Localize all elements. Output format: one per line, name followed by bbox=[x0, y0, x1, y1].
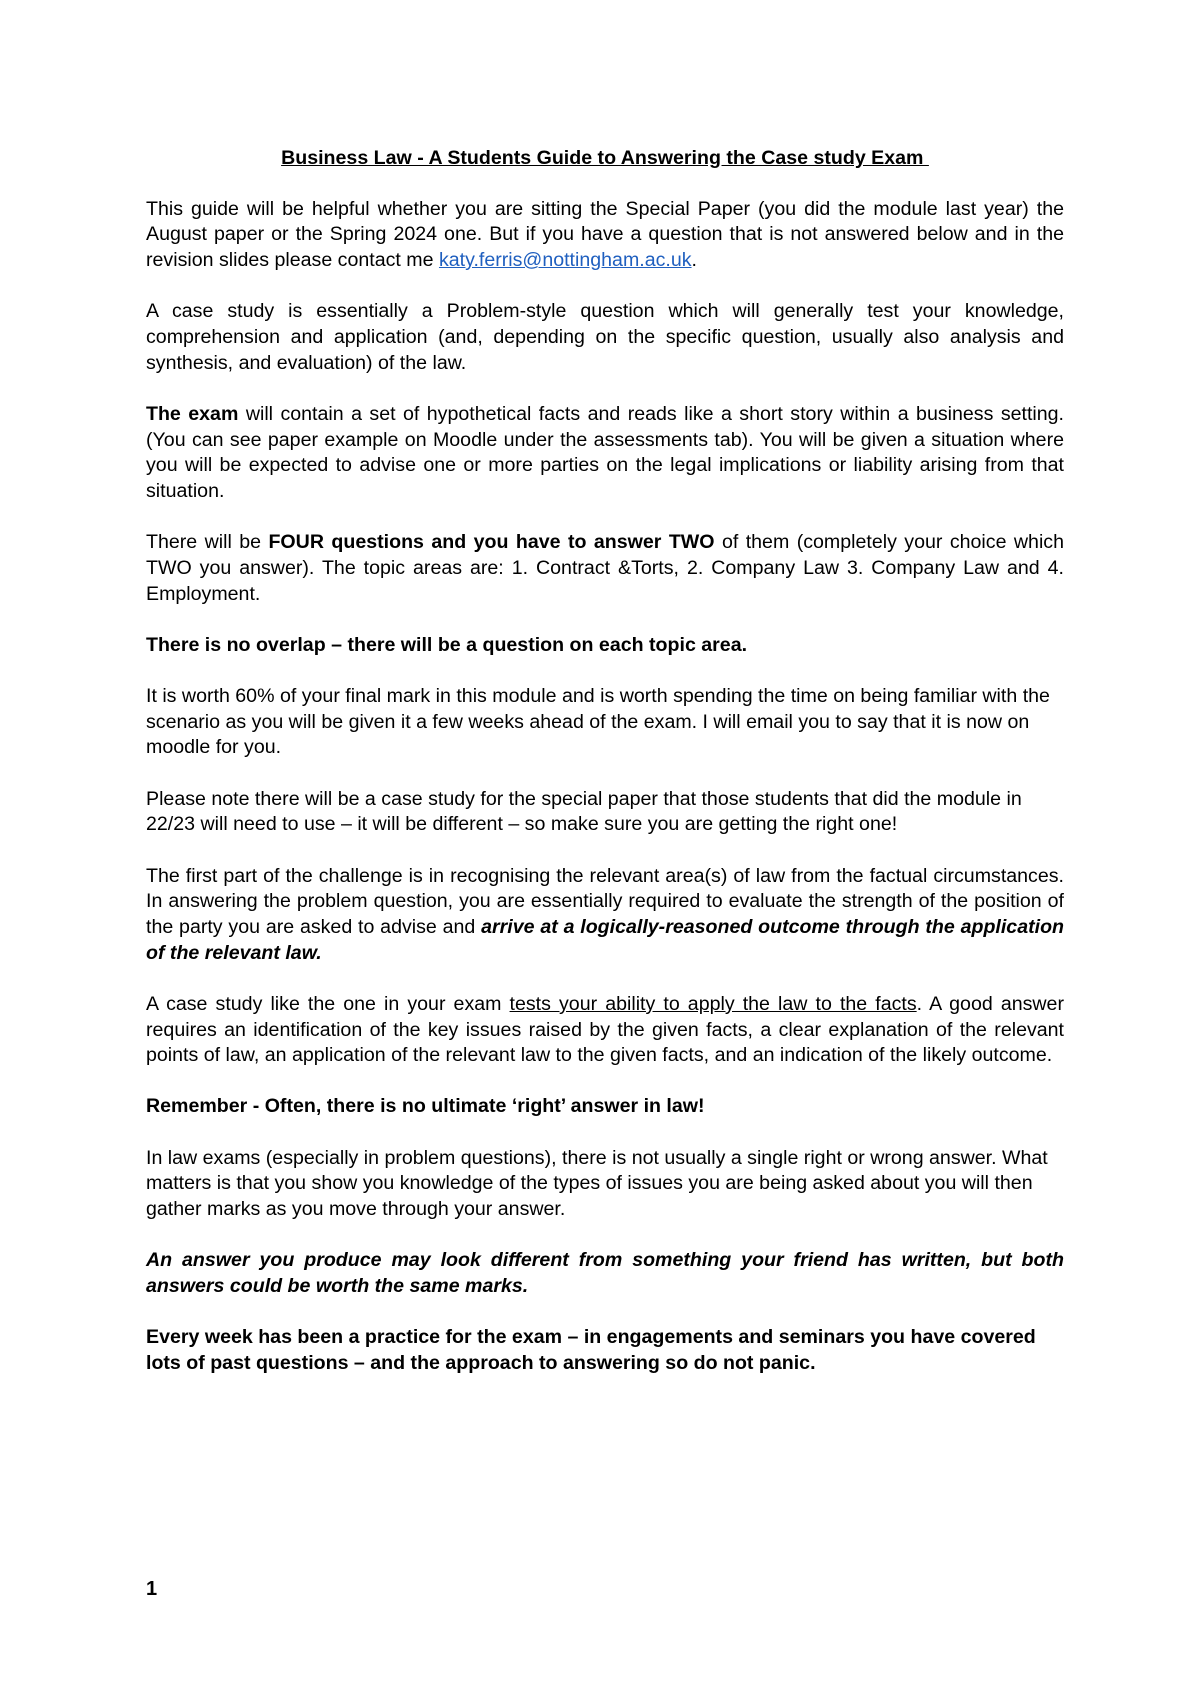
paragraph-first-part bbox=[146, 864, 1064, 967]
paragraph-apply-law bbox=[146, 992, 1064, 1069]
apply-law-pre: A case study like the one in your exam bbox=[146, 992, 510, 1015]
document-body bbox=[146, 146, 1064, 1402]
paragraph-exam bbox=[146, 402, 1064, 505]
paragraph-remember: Remember - Often, there is no ultimate ‘right’ answer in law! bbox=[146, 1095, 705, 1118]
exam-text: will contain a set of hypothetical facts and reads like a short story within a business setting. (You can see paper example on Moodle under the assessments tab). You will be given a situation where you will be expected to advise one or more parties on the legal implications or liability arising from that situation. bbox=[146, 402, 1064, 503]
apply-law-post: . A good answer requires an identification of the key issues raised by the given facts, a clear explanation of the relevant points of law, an application of the relevant law to the given facts, and an indication of the likely outcome. bbox=[146, 992, 1064, 1067]
questions-pre: There will be bbox=[146, 531, 269, 554]
paragraph-intro bbox=[146, 197, 1064, 274]
exam-bold: The exam bbox=[146, 402, 239, 425]
first-part-text: The first part of the challenge is in recognising the relevant area(s) of law from the factual circumstances. In answering the problem question, you are essentially required to evaluate the strength of the position of the party you are asked to advise and bbox=[146, 864, 1064, 938]
paragraph-questions bbox=[146, 530, 1064, 607]
paragraph-law-exams: In law exams (especially in problem questions), there is not usually a single right or wrong answer. What matters is that you show you knowledge of the types of issues you are being asked about you will then gather marks as you move through your answer. bbox=[146, 1146, 1048, 1221]
email-link[interactable]: katy.ferris@nottingham.ac.uk bbox=[438, 249, 692, 272]
page-number: 1 bbox=[146, 1578, 158, 1600]
paragraph-every-week: Every week has been a practice for the exam – in engagements and seminars you have covered lots of past questions – and the approach to answering so do not panic. bbox=[146, 1326, 1036, 1374]
apply-law-underlined: tests your ability to apply the law to the facts bbox=[509, 992, 917, 1015]
first-part-emphasis: arrive at a logically-reasoned outcome through the application of the relevant law. bbox=[146, 915, 1065, 964]
questions-bold: FOUR questions and you have to answer TWO bbox=[268, 531, 715, 554]
document-title: Business Law - A Students Guide to Answering the Case study Exam bbox=[281, 147, 929, 169]
paragraph-different-answer: An answer you produce may look different from something your friend has written, but both answers could be worth the same marks. bbox=[146, 1249, 1064, 1297]
paragraph-no-overlap: There is no overlap – there will be a question on each topic area. bbox=[146, 633, 748, 656]
paragraph-worth: It is worth 60% of your final mark in this module and is worth spending the time on being familiar with the scenario as you will be given it a few weeks ahead of the exam. I will email you to say that it is now on moodle for you. bbox=[146, 685, 1050, 759]
paragraph-case-study: A case study is essentially a Problem-style question which will generally test your knowledge, comprehension and application (and, depending on the specific question, usually also analysis and synthesis, and evaluation) of the law. bbox=[146, 300, 1064, 374]
intro-text: This guide will be helpful whether you are sitting the Special Paper (you did the module last year) the August paper or the Spring 2024 one. But if you have a question that is not answered below and in the revision slides please contact me bbox=[146, 197, 1064, 272]
questions-post: of them (completely your choice which TWO you answer). The topic areas are: 1. Contract &Torts, 2. Company Law 3. Company Law and 4. Employment. bbox=[146, 531, 1064, 605]
intro-end: . bbox=[691, 249, 697, 272]
paragraph-special-paper: Please note there will be a case study for the special paper that those students that did the module in 22/23 will need to use – it will be different – so make sure you are getting the right one! bbox=[146, 787, 1022, 836]
